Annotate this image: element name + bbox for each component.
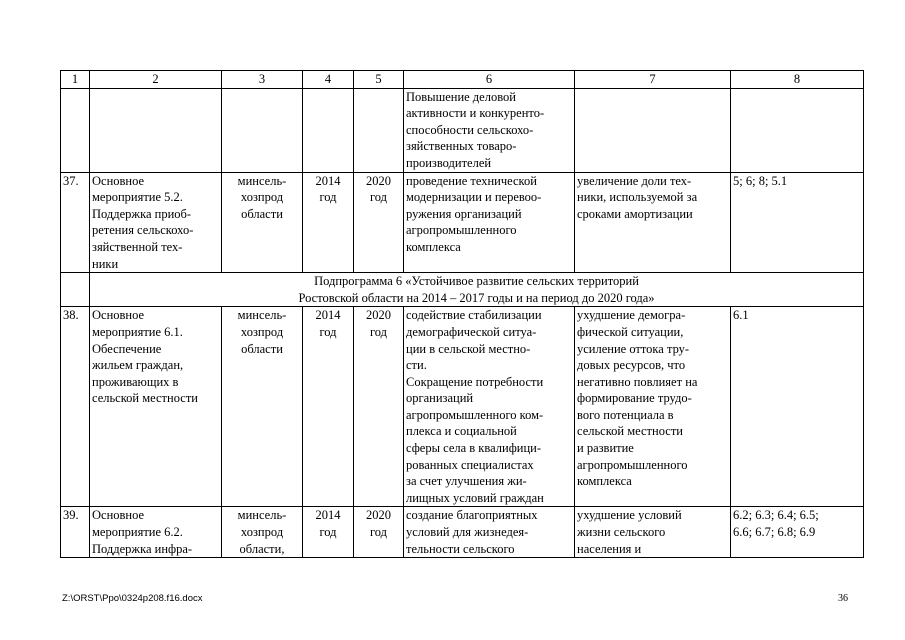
header-col-5: 5 — [354, 71, 404, 89]
header-col-4: 4 — [303, 71, 354, 89]
header-col-6: 6 — [404, 71, 575, 89]
event-name — [90, 88, 222, 172]
event-name: Основное мероприятие 6.1. Обеспечение жильем граждан, проживающих в сельской местности — [90, 307, 222, 507]
table-row — [61, 172, 864, 273]
start-year: 2014 год — [303, 307, 354, 507]
end-year: 2020 год — [354, 172, 404, 273]
executor: минсель- хозпрод области — [222, 307, 303, 507]
executor: минсель- хозпрод области, — [222, 507, 303, 558]
row-number: 37. — [61, 172, 90, 273]
event-name: Основное мероприятие 5.2. Поддержка приоб- ретения сельскохо- зяйственной тех- ники — [90, 172, 222, 273]
non-implementation-consequence: увеличение доли тех- ники, используемой за сроками амортизации — [575, 172, 731, 273]
subprogram-title: Подпрограмма 6 «Устойчивое развитие сельских территорий Ростовской области на 2014 – 2017 годы и на период до 2020 года» — [90, 273, 864, 307]
expected-result: Повышение деловой активности и конкуренто- способности сельскохо- зяйственных товаро- производителей — [404, 88, 575, 172]
header-row — [61, 71, 864, 89]
non-implementation-consequence: ухудшение условий жизни сельского населения и — [575, 507, 731, 558]
related-indicators — [731, 88, 864, 172]
header-col-2: 2 — [90, 71, 222, 89]
executor — [222, 88, 303, 172]
start-year — [303, 88, 354, 172]
start-year: 2014 год — [303, 172, 354, 273]
executor: минсель- хозпрод области — [222, 172, 303, 273]
expected-result: содействие стабилизации демографической ситуа- ции в сельской местно- сти. Сокращение потребности организаций агропромышленного ком- плекса и социальной сферы села в квалифици- рованных специалистах за счет улучшения жи- лищных условий граждан — [404, 307, 575, 507]
event-name: Основное мероприятие 6.2. Поддержка инфра- — [90, 507, 222, 558]
related-indicators: 6.2; 6.3; 6.4; 6.5; 6.6; 6.7; 6.8; 6.9 — [731, 507, 864, 558]
related-indicators: 5; 6; 8; 5.1 — [731, 172, 864, 273]
table-row — [61, 307, 864, 507]
start-year: 2014 год — [303, 507, 354, 558]
subprogram-row — [61, 273, 864, 307]
related-indicators: 6.1 — [731, 307, 864, 507]
header-col-7: 7 — [575, 71, 731, 89]
row-number: 38. — [61, 307, 90, 507]
row-number — [61, 273, 90, 307]
header-col-3: 3 — [222, 71, 303, 89]
non-implementation-consequence — [575, 88, 731, 172]
non-implementation-consequence: ухудшение демогра- фической ситуации, усиление оттока тру- довых ресурсов, что негативно повлияет на формирование трудо- вого потенциала в сельской местности и развитие агропромышленного комплекса — [575, 307, 731, 507]
header-col-8: 8 — [731, 71, 864, 89]
table-row — [61, 507, 864, 558]
table-row — [61, 88, 864, 172]
page-number: 36 — [838, 593, 848, 604]
row-number: 39. — [61, 507, 90, 558]
header-col-1: 1 — [61, 71, 90, 89]
end-year — [354, 88, 404, 172]
expected-result: создание благоприятных условий для жизнедея- тельности сельского — [404, 507, 575, 558]
file-path: Z:\ORST\Ppo\0324p208.f16.docx — [62, 593, 203, 604]
program-table — [60, 70, 864, 558]
expected-result: проведение технической модернизации и перевоо- ружения организаций агропромышленного комплекса — [404, 172, 575, 273]
end-year: 2020 год — [354, 307, 404, 507]
row-number — [61, 88, 90, 172]
end-year: 2020 год — [354, 507, 404, 558]
